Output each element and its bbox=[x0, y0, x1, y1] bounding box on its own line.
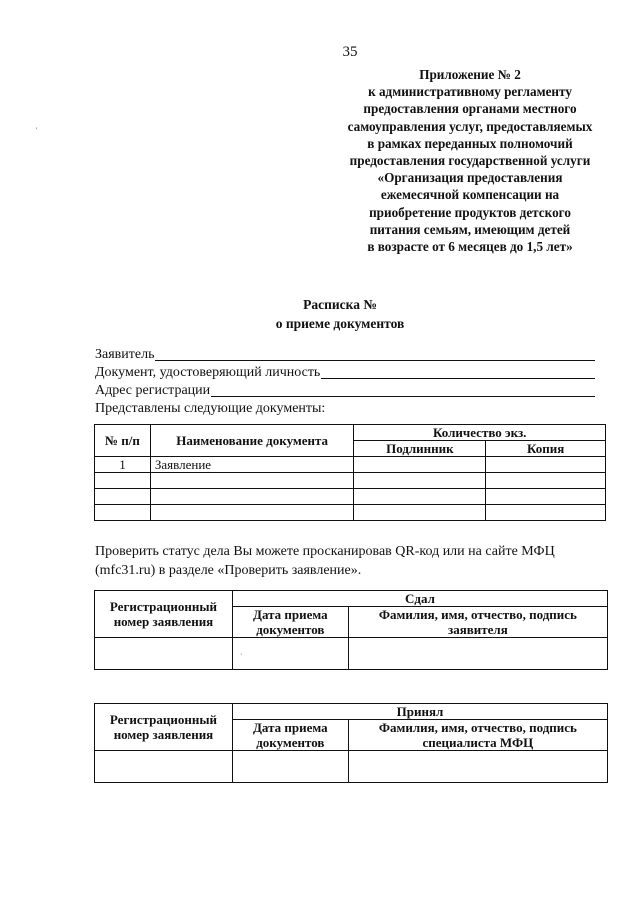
row-number-cell[interactable] bbox=[95, 473, 151, 489]
appendix-line: Приложение № 2 bbox=[419, 67, 521, 82]
documents-presented-label: Представлены следующие документы: bbox=[95, 401, 326, 416]
table-row bbox=[95, 751, 608, 783]
appendix-line: в рамках переданных полномочий bbox=[367, 135, 573, 151]
appendix-line: самоуправления услуг, предоставляемых bbox=[347, 118, 593, 134]
date-cell[interactable] bbox=[232, 638, 348, 670]
table-row bbox=[95, 473, 606, 489]
reg-number-header: Регистрационный номер заявления bbox=[95, 591, 233, 638]
applicant-row bbox=[95, 346, 595, 364]
col-number-header: № п/п bbox=[95, 425, 151, 457]
col-copy-header: Копия bbox=[486, 441, 606, 457]
handed-over-table bbox=[94, 590, 608, 670]
documents-table bbox=[94, 424, 606, 521]
applicant-field[interactable] bbox=[155, 347, 595, 361]
scan-speck: · bbox=[240, 650, 243, 659]
accepted-group-header: Принял bbox=[232, 704, 607, 720]
row-name-cell[interactable] bbox=[150, 473, 354, 489]
col-original-header: Подлинник bbox=[354, 441, 486, 457]
row-number-cell[interactable] bbox=[95, 489, 151, 505]
registration-address-label: Адрес регистрации bbox=[95, 383, 211, 398]
col-name-header: Наименование документа bbox=[150, 425, 354, 457]
row-original-cell[interactable] bbox=[354, 489, 486, 505]
handed-group-header: Сдал bbox=[232, 591, 607, 607]
row-copy-cell[interactable] bbox=[486, 489, 606, 505]
table-row bbox=[95, 457, 606, 473]
row-original-cell[interactable] bbox=[354, 457, 486, 473]
registration-address-field[interactable] bbox=[211, 383, 595, 397]
identity-document-label: Документ, удостоверяющий личность bbox=[95, 365, 321, 380]
identity-document-field[interactable] bbox=[321, 365, 595, 379]
row-name-cell[interactable] bbox=[150, 505, 354, 521]
col-quantity-header: Количество экз. bbox=[354, 425, 606, 441]
row-original-cell[interactable] bbox=[354, 505, 486, 521]
appendix-line: в возрасте от 6 месяцев до 1,5 лет» bbox=[367, 239, 573, 255]
applicant-fields bbox=[95, 346, 595, 418]
page-number: 35 bbox=[342, 44, 358, 60]
row-copy-cell[interactable] bbox=[486, 457, 606, 473]
appendix-line: приобретение продуктов детского bbox=[369, 204, 571, 220]
accepted-table bbox=[94, 703, 608, 783]
appendix-line: к административному регламенту bbox=[368, 84, 572, 100]
specialist-signature-header: Фамилия, имя, отчество, подпись специалиста МФЦ bbox=[348, 720, 607, 751]
reg-number-cell[interactable] bbox=[95, 638, 233, 670]
scan-speck: ' bbox=[36, 126, 38, 135]
row-original-cell[interactable] bbox=[354, 473, 486, 489]
applicant-label: Заявитель bbox=[95, 347, 155, 362]
row-name-cell[interactable] bbox=[150, 489, 354, 505]
receipt-title: Расписка № bbox=[303, 297, 377, 312]
appendix-line: питания семьям, имеющим детей bbox=[369, 221, 571, 237]
table-row bbox=[95, 505, 606, 521]
identity-document-row bbox=[95, 364, 595, 382]
applicant-signature-header: Фамилия, имя, отчество, подпись заявителя bbox=[348, 607, 607, 638]
date-cell[interactable] bbox=[232, 751, 348, 783]
row-number-cell: 1 bbox=[95, 457, 151, 473]
date-header: Дата приема документов bbox=[232, 720, 348, 751]
appendix-line: предоставления государственной услуги bbox=[349, 153, 591, 169]
registration-address-row bbox=[95, 382, 595, 400]
row-copy-cell[interactable] bbox=[486, 473, 606, 489]
status-check-note: Проверить статус дела Вы можете просканировав QR-код или на сайте МФЦ (mfc31.ru) в разделе «Проверить заявление». bbox=[95, 544, 555, 578]
receipt-title-block bbox=[0, 295, 640, 333]
documents-presented-row bbox=[95, 400, 595, 418]
table-row bbox=[95, 489, 606, 505]
table-row bbox=[95, 638, 608, 670]
row-copy-cell[interactable] bbox=[486, 505, 606, 521]
reg-number-header: Регистрационный номер заявления bbox=[95, 704, 233, 751]
applicant-signature-cell[interactable] bbox=[348, 638, 607, 670]
reg-number-cell[interactable] bbox=[95, 751, 233, 783]
date-header: Дата приема документов bbox=[232, 607, 348, 638]
specialist-signature-cell[interactable] bbox=[348, 751, 607, 783]
appendix-header bbox=[330, 66, 610, 255]
appendix-line: ежемесячной компенсации на bbox=[380, 187, 560, 203]
receipt-subtitle: о приеме документов bbox=[275, 316, 405, 331]
appendix-line: предоставления органами местного bbox=[363, 101, 577, 117]
row-number-cell[interactable] bbox=[95, 505, 151, 521]
appendix-line: «Организация предоставления bbox=[377, 170, 563, 186]
row-name-cell: Заявление bbox=[150, 457, 354, 473]
